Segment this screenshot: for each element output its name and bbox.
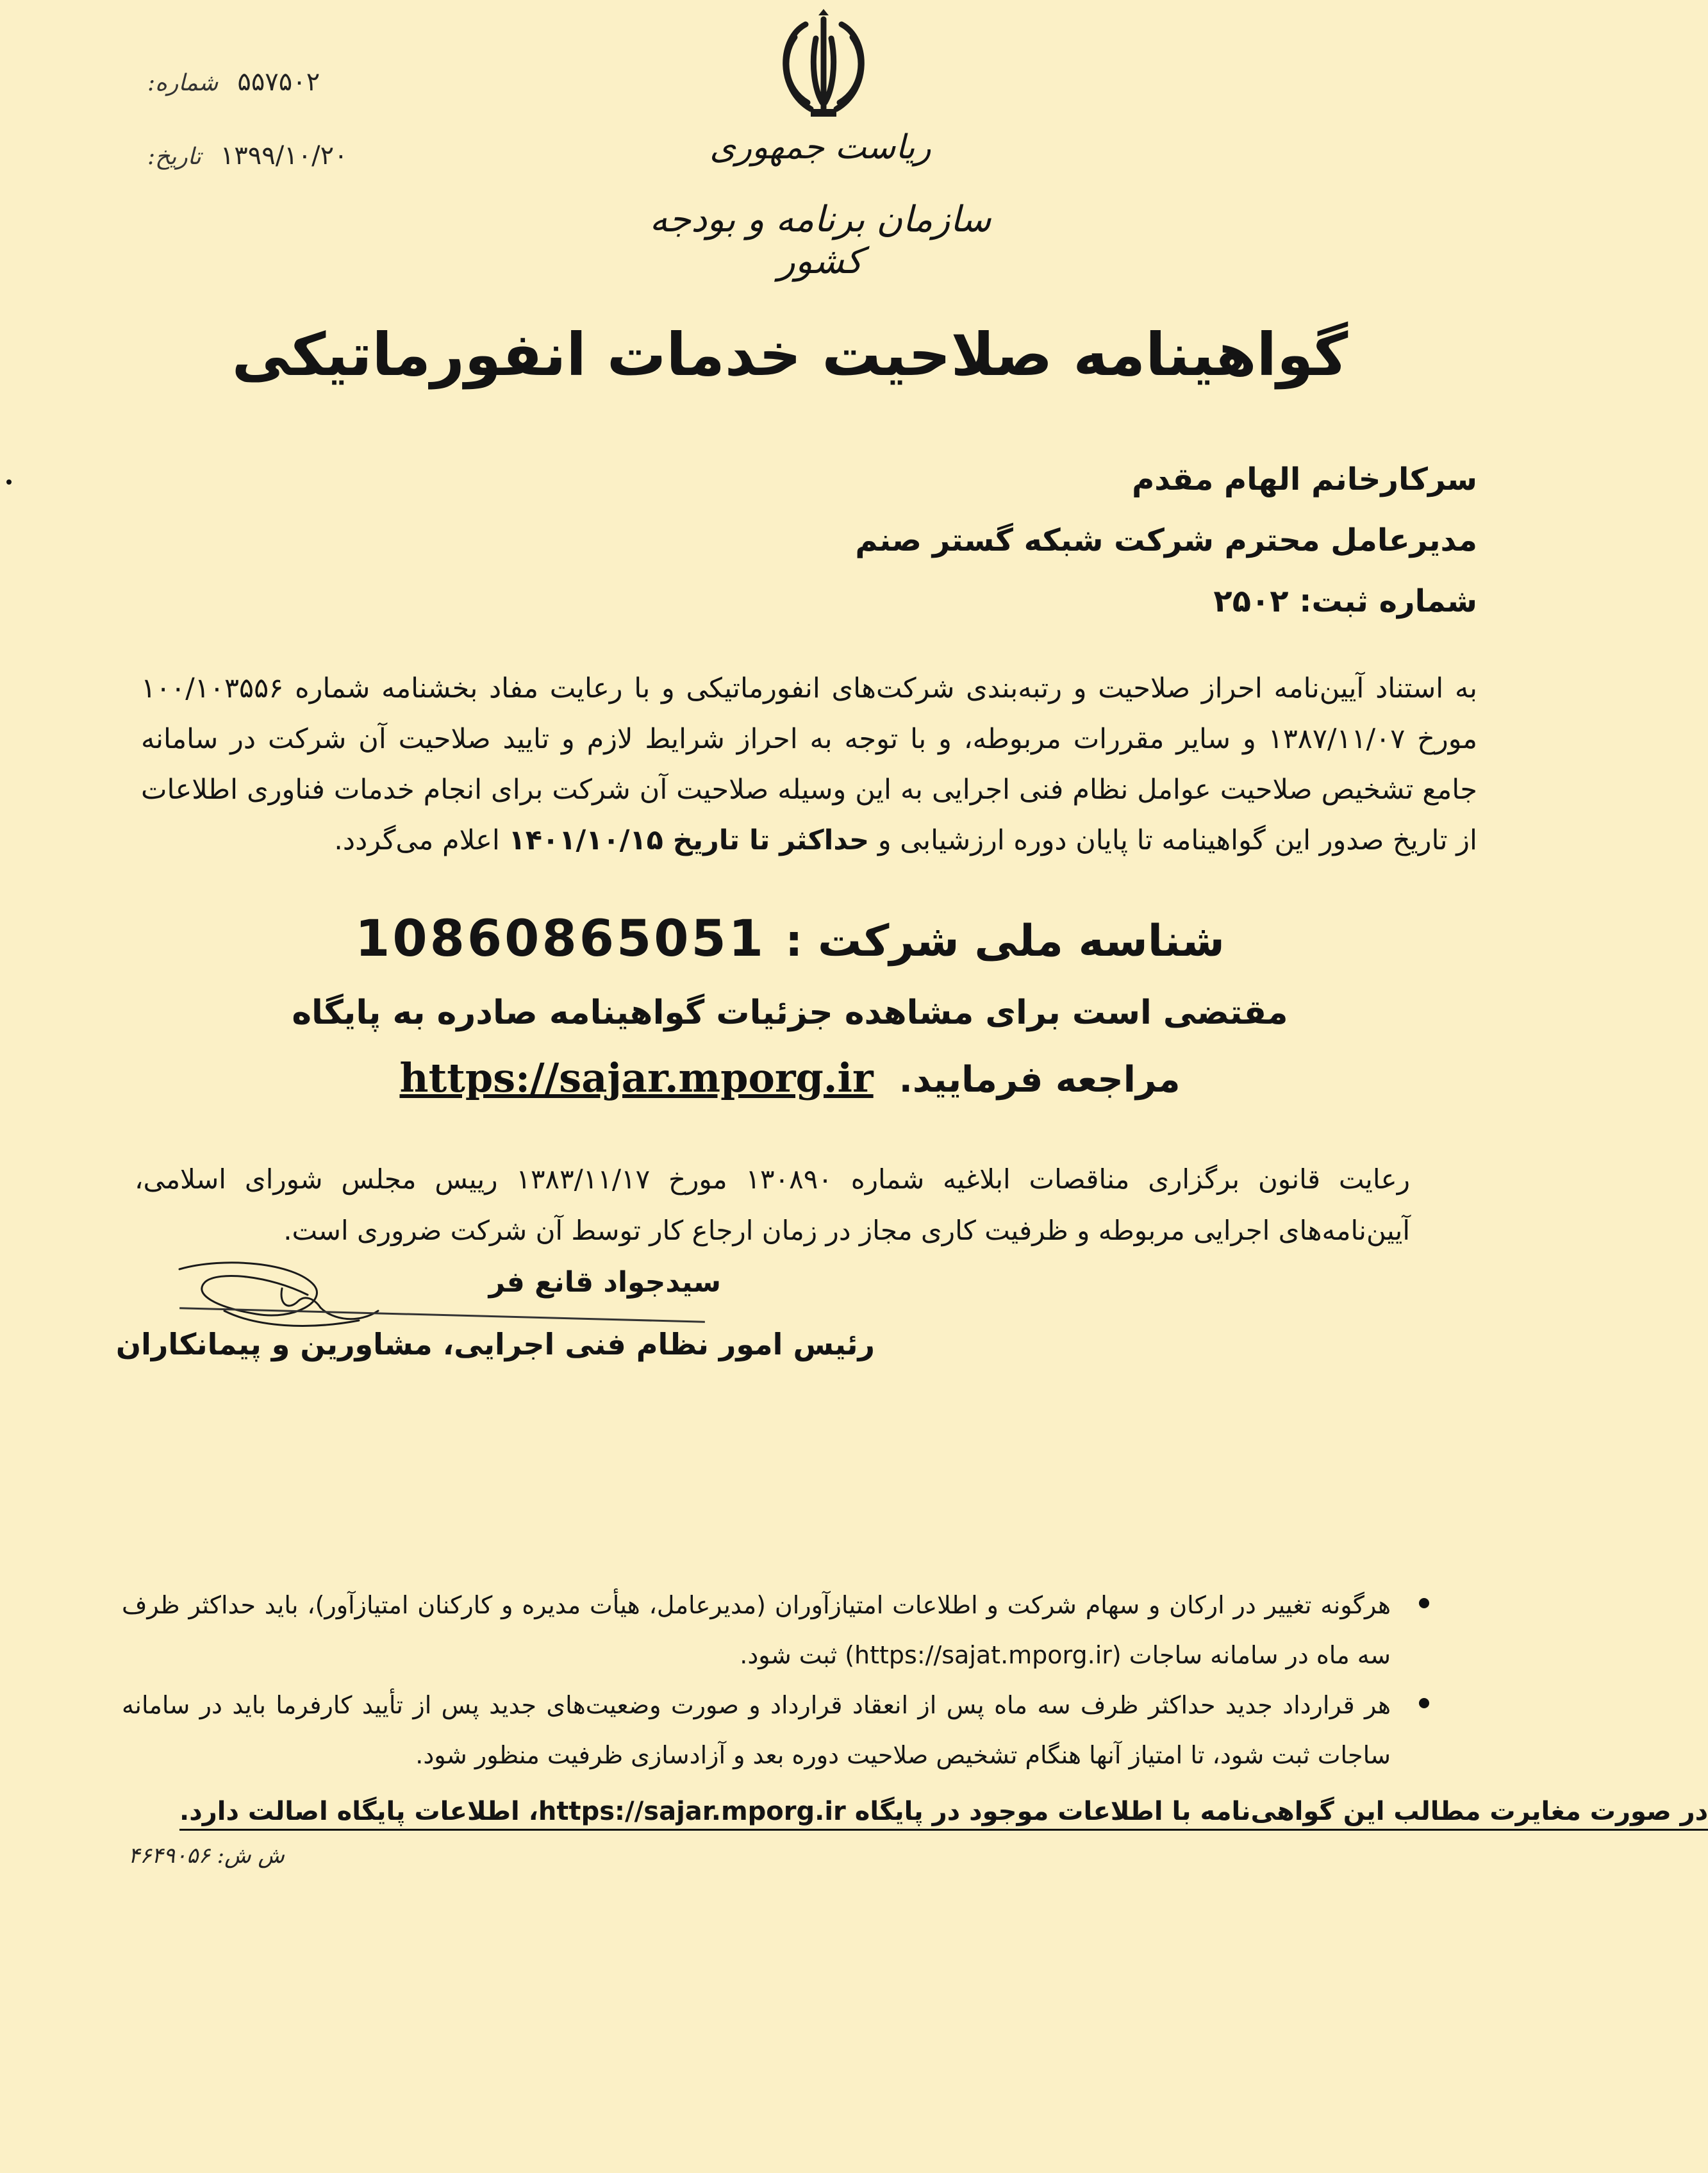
org-line-plan-budget: سازمان برنامه و بودجه کشور [649,199,991,282]
authenticity-warning: در صورت مغایرت مطالب این گواهی‌نامه با اطلاعات موجود در پایگاه https://sajar.mporg.ir، اطلاعات پایگاه اصالت دارد. [179,1797,1708,1831]
date-label: تاریخ: [147,144,201,170]
note-item [122,1680,1429,1780]
body-deadline: حداکثر تا تاریخ ۱۴۰۱/۱۰/۱۵ [508,824,870,856]
signer-name: سیدجواد قانع فر [488,1266,721,1299]
number-value: ۵۵۷۵۰۲ [237,67,320,97]
certificate-body [141,663,1477,866]
number-label: شماره: [147,70,219,96]
bullet-icon [1419,1598,1429,1608]
sajar-link[interactable]: https://sajar.mporg.ir [399,1054,874,1101]
registration-number: شماره ثبت: ۲۵۰۲ [1213,583,1477,619]
certificate-title: گواهینامه صلاحیت خدمات انفورماتیکی [231,321,1348,389]
reference-code: ش ش: ۴۶۴۹۰۵۶ [128,1843,285,1869]
national-id-label: شناسه ملی شرکت : [785,916,1225,967]
law-paragraph: رعایت قانون برگزاری مناقصات ابلاغیه شماره ۱۳۰۸۹۰ مورخ ۱۳۸۳/۱۱/۱۷ رییس مجلس شورای اسلامی، آیین‌نامه‌های اجرایی مربوطه و ظرفیت کاری مجاز در زمان ارجاع کار توسط آن شرکت ضروری است. [135,1163,1410,1246]
notes-list [122,1580,1429,1780]
note-text: هر قرارداد جدید حداکثر ظرف سه ماه پس از انعقاد قرارداد و صورت وضعیت‌های جدید پس از تأیید کارفرما باید در سامانه ساجات ثبت شود، تا امتیاز آنها هنگام تشخیص صلاحیت دوره بعد و آزادسازی ظرفیت منظور شود. [122,1691,1391,1769]
national-id [128,910,1452,968]
note-item [122,1580,1429,1680]
reference-line: مقتضی است برای مشاهده جزئیات گواهینامه صادره به پایگاه [292,994,1288,1032]
signer-title: رئیس امور نظام فنی اجرایی، مشاورین و پیمانکاران [115,1327,875,1361]
addressee-name: سرکارخانم الهام مقدم [1132,462,1477,497]
national-id-value: 10860865051 [355,910,767,968]
body-text-1: به استناد آیین‌نامه احراز صلاحیت و رتبه‌بندی شرکت‌های انفورماتیکی و با رعایت مفاد بخشنامه شماره ۱۰۰/۱۰۳۵۵۶ مورخ ۱۳۸۷/۱۱/۰۷ و سایر مقررات مربوطه، و با توجه به احراز شرایط لازم و تایید صلاحیت آن شرکت در سامانه جامع تشخیص صلاحیت عوامل نظام فنی اجرایی به این وسیله صلاحیت آن شرکت برای انجام خدمات فناوری اطلاعات از تاریخ صدور این گواهینامه تا پایان دوره ارزشیابی و [141,672,1478,856]
addressee-position: مدیرعامل محترم شرکت شبکه گستر صنم [855,522,1477,558]
bullet-icon [1419,1698,1429,1708]
reference-link-line [128,1054,1452,1101]
date-value: ۱۳۹۹/۱۰/۲۰ [220,141,348,171]
org-line-presidency: ریاست جمهوری [709,128,931,167]
document-date [147,141,365,171]
body-text-3: اعلام می‌گردد. [334,824,509,856]
note-text: هرگونه تغییر در ارکان و سهام شرکت و اطلاعات امتیازآوران (مدیرعامل، هیأت مدیره و کارکنان امتیازآور)، باید حداکثر ظرف سه ماه در سامانه ساجات (https://sajat.mporg.ir) ثبت شود. [122,1591,1391,1669]
iran-emblem-icon [766,13,881,122]
document-number [147,67,365,97]
margin-mark [6,479,12,485]
reference-line-2: مراجعه فرمایید. [899,1059,1181,1101]
